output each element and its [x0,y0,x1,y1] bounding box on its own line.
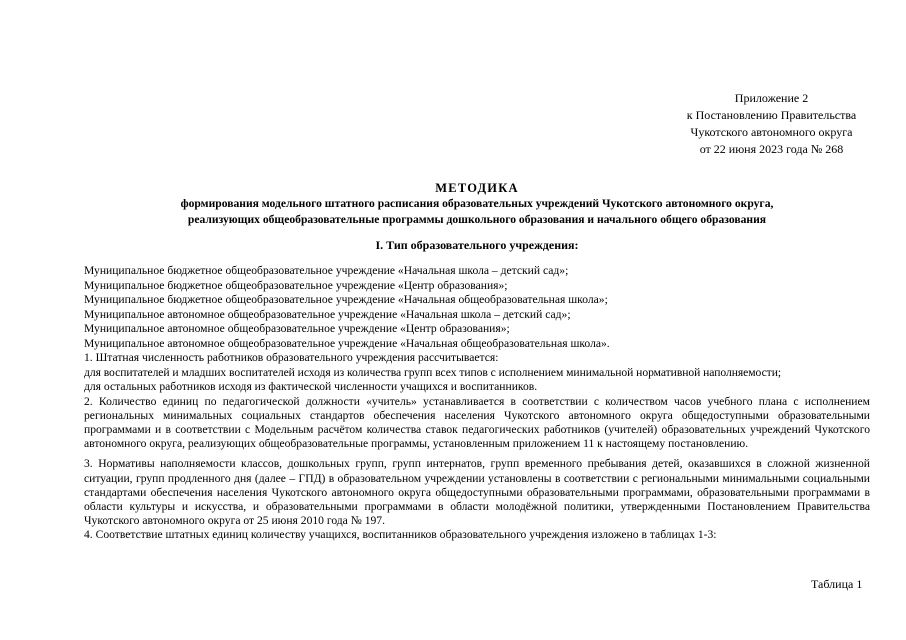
document-page [84,0,870,640]
appendix-line: Приложение 2 [734,91,809,105]
table-label: Таблица 1 [811,577,863,591]
document-title [84,180,870,228]
title-main: МЕТОДИКА [435,181,519,195]
institution-item: Муниципальное бюджетное общеобразовательное учреждение «Начальная школа – детский сад»; [84,264,569,277]
institution-item: Муниципальное автономное общеобразовательное учреждение «Начальная школа – детский сад»; [84,307,571,321]
paragraph-1-item-a: для воспитателей и младших воспитателей исходя из количества групп всех типов с исполнением минимальной нормативной наполняемости; [84,365,782,379]
paragraph-1-item-b: для остальных работников исходя из фактической численности учащихся и воспитанников. [84,380,538,393]
institution-item: Муниципальное бюджетное общеобразовательное учреждение «Начальная общеобразовательная школа»; [84,293,608,306]
institution-item: Муниципальное бюджетное общеобразовательное учреждение «Центр образования»; [84,278,508,292]
institution-item: Муниципальное автономное общеобразовательное учреждение «Центр образования»; [84,322,510,335]
document-body [84,264,870,543]
paragraph-1-heading: 1. Штатная численность работников образовательного учреждения рассчитывается: [84,351,499,364]
appendix-line: от 22 июня 2023 года № 268 [699,142,844,156]
title-subtitle-line: реализующих общеобразовательные программы дошкольного образования и начального общего образования [187,213,767,226]
title-subtitle-line: формирования модельного штатного расписания образовательных учреждений Чукотского автономного округа, [180,197,774,210]
appendix-line: Чукотского автономного округа [690,125,853,139]
paragraph-4: 4. Соответствие штатных единиц количеству учащихся, воспитанников образовательного учреждения изложено в таблицах 1-3: [84,528,717,542]
paragraph-2: 2. Количество единиц по педагогической должности «учитель» устанавливается в соответствии с количеством часов учебного плана с исполнением региональных минимальных социальных стандартов обеспечения населения Чукотского автономного округа общедоступными образовательными программами и в соответствии с Модельным расчётом количества ставок педагогических работников (учителей) образовательных учреждений Чукотского автономного округа, реализующих общеобразовательные программы, установленным приложением 11 к настоящему постановлению. [84,394,870,451]
section-heading: I. Тип образовательного учреждения: [375,238,579,252]
paragraph-3: 3. Нормативы наполняемости классов, дошкольных групп, групп интернатов, групп временного пребывания детей, оказавшихся в сложной жизненной ситуации, групп продленного дня (далее – ГПД) в образовательном учреждении установлены в соответствии с региональными минимальными социальными стандартами обеспечения населения Чукотского автономного округа общедоступными образовательными программами, образовательными программами в области культуры и искусства, и образовательными программами в области молодёжной политики, утвержденными Постановлением Правительства Чукотского автономного округа от 25 июня 2010 года № 197. [84,457,870,528]
institution-item: Муниципальное автономное общеобразовательное учреждение «Начальная общеобразовательная школа». [84,336,610,350]
appendix-line: к Постановлению Правительства [686,108,857,122]
appendix-block [669,90,874,158]
